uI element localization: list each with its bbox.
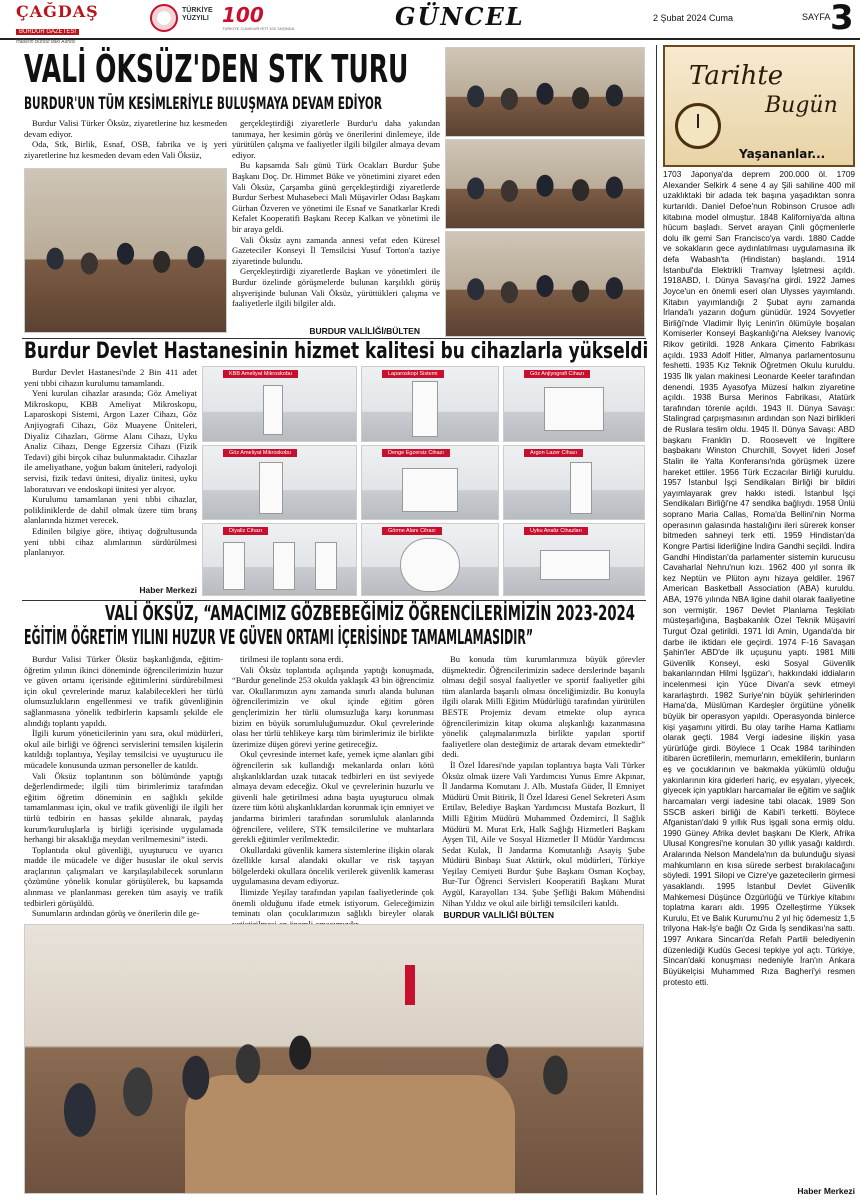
equipment-photo-grid	[202, 366, 645, 596]
paragraph: Edinilen bilgiye göre, ihtiyaç doğrultusunda yeni tıbbi cihaz alımlarının sürdürülmesi planlanıyor.	[24, 525, 197, 558]
photo-caption: Diyaliz Cihazı	[223, 527, 268, 535]
article3-credit: BURDUR VALİLİĞİ BÜLTEN	[443, 910, 554, 920]
article3-photo-meeting-room[interactable]	[24, 924, 644, 1194]
equipment-photo[interactable]	[361, 445, 499, 520]
paragraph: Burdur Valisi Türker Öksüz, ziyaretlerine hız kesmeden devam ediyor.	[24, 118, 227, 139]
history-events-text: 1703 Japonya'da deprem 200.000 öl. 1709 Alexander Selkirk 4 sene 4 ay Şili sahiline 400 mil uzaklıktaki bir adada tek başına yaşadıktan sonra kurtarıldı. Daniel Defoe'nun Robinson Crusoe adlı kitabına model olmuştur. 1848 Kaliforniya'da altına hücum başladı. Servet arayan Çinli göçmenlerle dolu ilk gemi San Francisco'ya vardı. 1880 Cadde ve sokakların gece aydınlatılması uygulamasına ilk defa Wabash'ta (Hindistan) başlandı. 1914 İstanbul'da Elektrikli Tramvay İşletmesi açıldı. 1918ABD, I. Dünya Savaşı'na girdi. 1922 James Joyce'un en önemli eseri olan Ulysses yayımlandı. Kitabın yayımlandığı 2 Şubat aynı zamanda İrlanda'lı yazarın doğum günüdür. 1924 Sovyetler Birliği'nde Vladimir İlyiç Lenin'in ölümüyle boşalan Komiserler Konseyi Başkanlığı'na Aleksey İvanoviç Rikov getirildi. 1928 Ankara Çimento Fabrikası açıldı. 1933 Adolf Hitler, Almanya parlamentosunu feshetti. 1935 Kız Teknik Öğretmen Okulu kuruldu. 1935 İlk yalan makinesi Leonarde Keeler tarafından denendi. 1935 Ayasofya Müzesi halkın ziyaretine açıldı. 1938 Bursa Merinos Fabrikası, Atatürk tarafından törenle açıldı. 1943 II. Dünya Savaşı: Stalingrad çarpışmasının ardından son Nazi birlikleri de Ruslara teslim oldu. 1945 II. Dünya Savaşı: ABD başkanı Franklin D. Roosevelt ve İngiltere başbakanı Winston Churchill, Sovyet lideri Josef Stalin ile Yalta Konferansı'nda görüşmek üzere hareket ettiler. 1956 Türk Eczacılar Birliği kuruldu. 1957 İstanbul İşçi Sendikaları Birliği bir bildiri yayımlayarak grev hakkı istedi. İstanbul İşçi Sendikaları Birliği'ne 47 sendika bağlıydı. 1958 Ünlü soprano Maria Callas, Roma'da Bellini'nin Norma operasının galasında hastalığını ileri sürerek konser bitmeden sahneyi terk etti. 1959 Hindistan'da Kongre Partisi liderliğine İndira Gandhi seçildi. İndira Gandhi Hindistan'da parlamenter sistemin kurucusu Cavaharlal Nehru'nun kızı. 1962 400 yıl sonra ilk kez Neptün ve Plüton aynı hizaya geldiler. 1967 American Basketball Association (ABA) kuruldu. ABA, 1976 yılında NBA ligine dahil olarak faaliyetine son vermiştir. 1967 Devlet Planlama Teşkilatı müsteşarlığına, Başbakanlık Özel Teknik Müşaviri Turgut Özal getirildi. 1971 İdi Amin, Uganda'da bir darbe ile iktidarı ele geçirdi. 1974 F-16 Savaşan Şahin'ler ABD'de ilk uçuşunu yaptı. 1981 Milli Güvenlik Konseyi, eski Sosyal Güvenlik bakanlarından Hilmi İşgüzar'ı, hakkındaki iddiaların incelenmesi için Yüce Divan'a sevk etmeyi kararlaştırdı. 1982 Suriye'nin büyük şehirlerinden Hama'da, Müslüman Kardeşler örgütüne yönelik büyük bir operasyon yapıldı. Operasyonda binlerce kişi yaşamını yitirdi. Bu olay tarihe Hama Katliamı olarak geçti. 1984 Vergi iadesine ilişkin yasa yürürlüğe girdi. Böylece 1 Ocak 1984 tarihinden itibaren ücretlilerin, memurların, emeklilerin, bunların eş ve çocuklarının ve bakmakla yükümlü olduğu yakınlarının kira giderleri hariç, ev eşyaları, yiyecek, giyecek için yaptıkları harcamalar ile eğitim ve sağlık harcamaları vergi iadesine tabi olacak. 1989 Son SSCB askeri birliği de Kabil'i terketti. Böylece Afganistan'daki 9 yıllık Rus işgali sona ermiş oldu. 1990 Güney Afrika devlet başkanı De Klerk, Afrika Ulusal Kongresi'ne konulan 30 yıllık yasağı kaldırdı. Aralarında Nelson Mandela'nın da bulunduğu siyasi mahkumların en kısa sürede serbest bırakılacağını söyledi. 1991 Silopi ve Cizre'ye gazetecilerin girmesi yasaklandı. 1995 İstanbul Devlet Güvenlik Mahkemesi Düşünce Özgürlüğü ve Türkiye kitabını toplatma kararı aldı. 1995 Özelleştirme Yüksek Kurulu, Et ve Balık Kurumu'nu 2 yıl hiç ödemesiz 1,5 trilyona Hak-İş'e bağlı Öz Gıda İş sendikası'na sattı. 1997 Ankara Sincan'da Refah Partili belediyenin düzenlediği Kudüs Gecesi tepkiye yol açtı. Türkiye, Sincan'daki konuşması nedeniyle İran'ın Ankara Büyükelçisi Muhammed Rıza Bagheri'yi resmen protesto etti.	[663, 170, 855, 987]
section-title: GÜNCEL	[395, 2, 525, 31]
100-year-subtitle: TÜRKİYE CUMHURİYETİ 100 YAŞINDA	[222, 26, 295, 31]
banner-subtitle: Yaşananlar...	[739, 147, 826, 161]
photo-caption: Göz Ameliyat Mikroskobu	[223, 449, 297, 457]
device-shape	[544, 387, 604, 431]
paragraph: İlgili kurum yöneticilerinin yanı sıra, okul müdürleri, okul aile birliği ve öğrenci servislerini temsilen kişilerin katıldığı toplantıya, Yeşilay temsilcisi ve uyuşturucu ile mücadele konusunda uzman personeller de katıldı.	[24, 728, 223, 770]
clock-icon	[675, 103, 721, 149]
column-divider	[656, 45, 657, 1195]
paragraph: Toplantıda okul güvenliği, uyuşturucu ve uyarıcı madde ile mücadele ve diğer hususlar ile okul servis araçlarının çalışmaları ve karşılaşılabilecek sorunların çözümüne yönelik konular görüşülerek, bu kapsamda alınması ve planlanması gereken tüm asayiş ve trafik tedbirleri görüşüldü.	[24, 844, 223, 908]
device-shape	[259, 462, 283, 514]
article2-body	[24, 367, 197, 558]
page-number: 3	[830, 0, 854, 38]
tarihte-bugun-banner	[663, 45, 855, 167]
banner-title: Tarihte	[689, 61, 784, 91]
photo-caption: Uyku Analiz Cihazları	[524, 527, 588, 535]
article3-col1	[24, 654, 223, 919]
photo-caption: Denge Egzersiz Cihazı	[382, 449, 450, 457]
article1-photo-1[interactable]	[445, 47, 645, 137]
paragraph: Bu kapsamda Salı günü Türk Ocakları Burdur Şube Başkanı Doç. Dr. Himmet Büke ve yönetimini ziyaret eden Vali Öksüz, Çarşamba günü gerçekleştirdiği ziyaretlerde Burdur Serbest Muhasebeci Mali Müşavirler Odası Başkanı Gürhan Özveren ve yönetimi ile Esnaf ve Sanatkarlar Kredi Kefalet Kooperatifi Başkanı Recep Kalkan ve yönetimi ile bir araya geldi.	[232, 160, 440, 234]
device-shape	[400, 538, 460, 592]
logo-tagline: Haberin Burdur'daki Adresi	[16, 39, 76, 45]
article1-subhead: BURDUR'UN TÜM KESİMLERİYLE BULUŞMAYA DEVAM EDİYOR	[24, 94, 382, 114]
page-label: SAYFA	[802, 12, 831, 22]
photo-caption: Argon Lazer Cihazı	[524, 449, 583, 457]
article2-credit: Haber Merkezi	[139, 585, 197, 595]
photo-caption: Laparoskopi Sistemi	[382, 370, 444, 378]
paragraph: Vali Öksüz toplantının son bölümünde yaptığı değerlendirmede; ilgili tüm birimlerimiz tarafından eğitim öğretim döneminin en sağlıklı şekilde tamamlanması için, okul ve trafik güvenliği ile ilgili her türlü tedbirin en hassas şekilde alınarak, paydaş kurum/kuruluşlarla iş birliği içerisinde uygulamada herhangi bir aksaklığa meydan verilmemesini” istedi.	[24, 770, 223, 845]
device-shape	[223, 542, 245, 590]
equipment-photo[interactable]	[202, 523, 357, 596]
article1-col2	[232, 118, 440, 309]
equipment-photo[interactable]	[361, 523, 499, 596]
100-year-logo: 100	[222, 3, 264, 27]
article3-col2	[232, 654, 434, 929]
paragraph: Yeni kurulan cihazlar arasında; Göz Ameliyat Mikroskopu, KBB Ameliyat Mikroskopu, Laparoskopi Sistemi, Argon Lazer Cihazı, Göz Anjiyografi Cihazı, Göz Muayene Üniteleri, Diyaliz Cihazları, Görme Alanı Cihazı, Uyku Analiz Cihazı, Denge Egzersiz Cihazı (Fizik Tedavi) gibi birçok cihaz bulunmaktadır. Cihazlar ile ameliyathane, yoğun bakım üniteleri, radyoloji servisi, fizik tedavi ünitesi, diyaliz ünitesi, uyku laboratuvarı ve endoskopi ünitesi yer alıyor.	[24, 388, 197, 494]
masthead	[0, 0, 860, 45]
turkiye-yuzyili-seal-icon	[150, 4, 178, 32]
device-shape	[412, 381, 438, 437]
attendees	[45, 1005, 625, 1145]
flag-icon	[405, 965, 415, 1005]
paragraph: Okul çevresinde internet kafe, yemek içme alanları gibi öğrencilerin sık kullandığı mekanlarda onları kötü alışkanlıklardan uzak tutacak tedbirleri en üst seviyede almaya devam edeceğiz. Okul ve çevrelerinin huzurlu ve güvenli hale getirilmesi adına başta uyuşturucu olmak üzere tüm kötü alışkanlıklardan korunmak için emniyet ve jandarma birimleri tarafından sorumluluk alanlarında öğrencilere, velilere, STK temsilcilerine ve muhtarlara gerekli eğitimler verilmektedir.	[232, 749, 434, 845]
equipment-photo[interactable]	[202, 366, 357, 442]
equipment-photo[interactable]	[503, 366, 645, 442]
sidebar-credit: Haber Merkezi	[797, 1186, 855, 1196]
paragraph: Vali Öksüz aynı zamanda annesi vefat eden Küresel Gazeteciler Konseyi İl Temsilcisi Yusuf Torton'a taziye ziyaretinde bulundu.	[232, 234, 440, 266]
paragraph: Sunumların ardından görüş ve önerilerin dile ge-	[32, 908, 200, 919]
logo-name: ÇAĞDAŞ	[16, 2, 99, 21]
paragraph: Burdur Devlet Hastanesi'nde 2 Bin 411 adet yeni tıbbi cihazın kurulumu tamamlandı.	[24, 367, 197, 388]
article1-credit: BURDUR VALİLİĞİ/BÜLTEN	[309, 326, 420, 336]
article1-photo-2[interactable]	[445, 139, 645, 229]
issue-date: 2 Şubat 2024 Cuma	[653, 13, 734, 23]
equipment-photo[interactable]	[503, 523, 645, 596]
turkiye-yuzyili-text: TÜRKİYE YÜZYILI	[182, 7, 213, 22]
paragraph: Okullardaki güvenlik kamera sistemlerine ilişkin olarak özellikle kırsal alandaki okullar ve risk taşıyan bölgelerdeki okullara öncelik verilerek güvenlik kamerası uygulamasına devam ediyoruz.	[232, 844, 434, 887]
photo-caption: Göz Anjiyografi Cihazı	[524, 370, 590, 378]
article1-photo-3[interactable]	[445, 231, 645, 337]
paragraph: Burdur Valisi Türker Öksüz başkanlığında, eğitim-öğretim yılının ikinci döneminde öğrencilerimizin huzur ve güven ortamı içerisinde eğitimlerini sürdürebilmesi için okul çevrelerinde maruz kalabilecekleri her türlü olumsuzlukların engellenmesi ve trafik güvenliğinin sağlanmasına yönelik tedbirlerin kapsamlı şekilde ele alındığı toplantı yapıldı.	[24, 654, 223, 728]
article2-headline[interactable]: Burdur Devlet Hastanesinin hizmet kalitesi bu cihazlarla yükseldi	[24, 339, 649, 364]
article3-headline-line2[interactable]: EĞİTİM ÖĞRETİM YILINI HUZUR VE GÜVEN ORTAMI İÇERİSİNDE TAMAMLAMASIDIR”	[24, 625, 534, 649]
newspaper-logo[interactable]	[16, 2, 136, 45]
paragraph: Kurulumu tamamlanan yeni tıbbi cihazlar, polikliniklerde de dahil olmak üzere tüm branş alanlarında hizmet verecek.	[24, 494, 197, 526]
article1-headline[interactable]: VALİ ÖKSÜZ'DEN STK TURU	[24, 47, 409, 91]
equipment-photo[interactable]	[503, 445, 645, 520]
article1-photo-meeting[interactable]	[24, 168, 227, 333]
banner-title-2: Bugün	[765, 93, 838, 118]
paragraph: İl Özel İdaresi'nde yapılan toplantıya başta Vali Türker Öksüz olmak üzere Vali Yardımcısı Yunus Emre Akpınar, İl Jandarma Komutanı J. Alb. Mustafa Güder, İl Emniyet Müdürü Ümit Bitirik, İl Özel İdaresi Genel Sekreteri Asım Ertilav, Belediye Başkan Yardımcısı Mustafa Bozkurt, İl Milli Eğitim Müdürü Muhammed Özdemirci, İl Sağlık Müdürü M. Murat Erk, Halk Sağlığı Hizmetleri Başkanı Ayşen Til, Aile ve Sosyal Hizmetler İl Müdür Yardımcısı Sedat Kulak, İl Jandarma Komutanlığı Asayiş Şube Müdürü Binbaşı Suat Aktürk, okul müdürleri, Türkiye Yeşilay Cemiyeti Burdur Şube Başkanı Osman Koçbay, Bur-Tur Öğrenci Servisleri Kooperatifi Başkanı Murat Aygül, Karayolları 134. Şube Şefliği Bakım Mühendisi Nihan Yıldız ve okul aile birliği temsilcileri katıldı.	[442, 759, 645, 908]
logo-subtitle: BURDUR GAZETESİ	[16, 29, 79, 35]
device-shape	[273, 542, 295, 590]
device-shape	[263, 385, 283, 435]
equipment-photo[interactable]	[361, 366, 499, 442]
device-shape	[540, 550, 610, 580]
paragraph: Vali Öksüz toplantıda açılışında yaptığı konuşmada, “Burdur genelinde 253 okulda yaklaşık 43 bin öğrencimiz var. Okullarımızın aynı zamanda sınırlı alanda bulunan öğrencilerimizin ve okul içinde eğitim gören gençlerimizin her türlü olumsuzluğa karşı korunması bizim en büyük sorumluluğumuzdur. Okul çevrelerinde olası her türlü tehlikeye karşı tüm birimlerimiz ile birlikte üzerimize düşen görevi yerine getireceğiz.	[232, 664, 434, 749]
device-shape	[570, 462, 592, 514]
photo-caption: Görme Alanı Cihazı	[382, 527, 442, 535]
article3-headline-line1[interactable]: VALİ ÖKSÜZ, “AMACIMIZ GÖZBEBEĞİMİZ ÖĞRENCİLERİMİZİN 2023-2024	[105, 601, 635, 625]
paragraph: tirilmesi ile toplantı sona erdi.	[240, 654, 344, 664]
paragraph: Bu konuda tüm kurumlarımıza büyük görevler düşmektedir. Öğrencilerimizin sadece derslerinde başarılı olması değil sosyal faaliyetler ve sportif faaliyetler gibi tüm alanlarda başarılı olması önceliğimizdir. Bu konuyla ilgili olarak Milli Eğitim Müdürlüğü tarafından yürütülen BESTE Projemiz devam etmekte olup ayrıca öğrencilerimizin kitap okuma alışkanlığı kazanmasına yönelik çalışmalarımızla birlikte yapılan sportif faaliyetlere olan desteğimiz de artarak devam etmektedir” dedi.	[442, 654, 645, 760]
device-shape	[315, 542, 337, 590]
article1-col1	[24, 118, 227, 160]
device-shape	[402, 468, 458, 512]
photo-caption: KBB Ameliyat Mikroskobu	[223, 370, 298, 378]
article3-col3	[442, 654, 645, 908]
paragraph: Oda, Stk, Birlik, Esnaf, OSB, fabrika ve iş yeri ziyaretlerine hız kesmeden devam eden Vali Öksüz,	[24, 139, 227, 160]
paragraph: Gerçekleştirdiği ziyaretlerde Başkan ve yönetimleri ile Burdur özelinde görüşmelerde bulunan karşılıklı görüş alışverişinde bulunan Vali Öksüz, yürüttükleri çalışma ve faaliyetlerle ilgili bilgiler aldı.	[232, 266, 440, 309]
paragraph: İlimizde Yeşilay tarafından yapılan faaliyetlerinde çok önemli olduğunu ifade etmek istiyorum. Geleceğimizin teminatı olan çocuklarımızın sağlıklı bireyler olarak	[232, 887, 434, 919]
paragraph: gerçekleştirdiği ziyaretlerle Burdur'u daha yakından tanımaya, her kesimin görüş ve önerilerini dinlemeye, ilde yürütülen çalışma ve faaliyetler ilgili bilgiler almaya devam ediyor.	[232, 118, 440, 160]
equipment-photo[interactable]	[202, 445, 357, 520]
